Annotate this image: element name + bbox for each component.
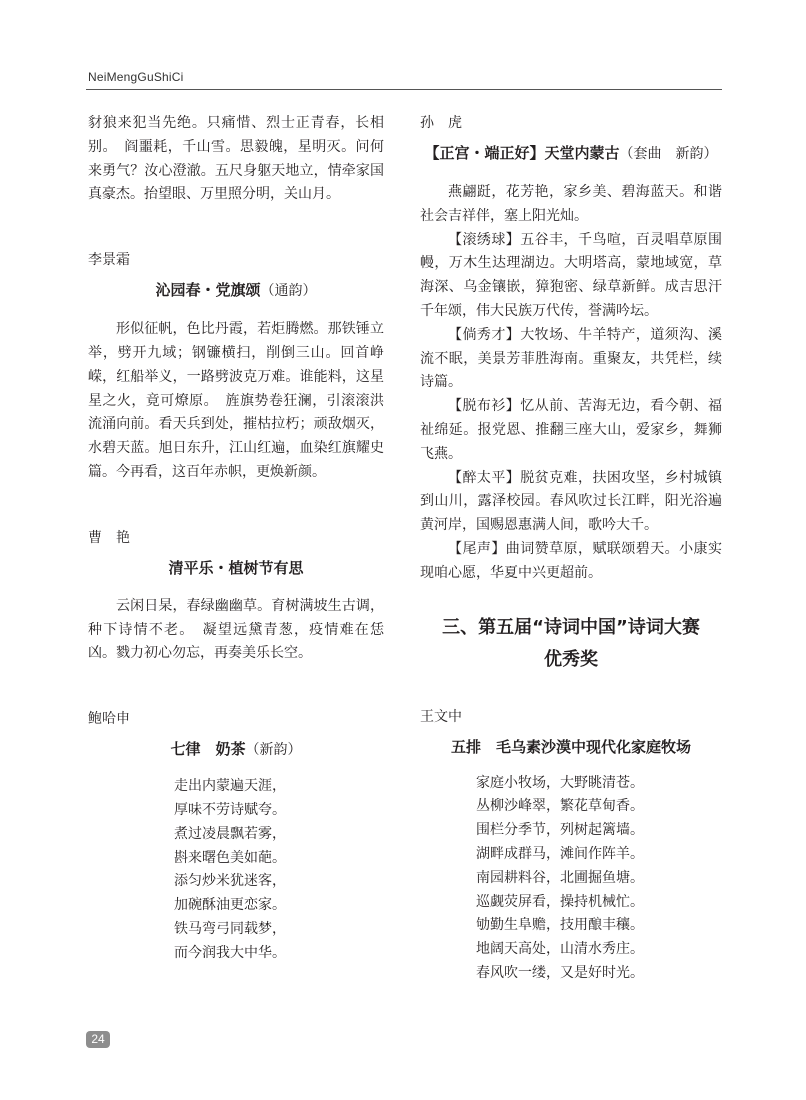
poem-stanza: 【脱布衫】忆从前、苦海无边，看今朝、福祉绵延。报党恩、推翻三座大山，爱家乡，舞狮飞燕。: [420, 398, 722, 462]
poem-stanza: 【倘秀才】大牧场、牛羊特产，道须沟、溪流不眠，美景芳菲胜海南。重聚友，共凭栏，续诗篇。: [420, 326, 722, 391]
verse-line: 丛柳沙峰翠，繁花草甸香。: [476, 798, 644, 815]
left-column: [88, 112, 384, 966]
verse-line: 厚味不劳诗赋夸。: [174, 801, 286, 818]
poem-author: 王文中: [420, 708, 462, 725]
poem-subtitle: （通韵）: [260, 283, 317, 300]
poem-author: 孙 虎: [420, 115, 462, 131]
page-number: 24: [86, 1031, 110, 1048]
verse-line: 地阔天高处，山清水秀庄。: [476, 941, 644, 958]
continued-poem-text: 豺狼来犯当先绝。只痛惜、烈士正青春，长相别。 阎噩耗，千山雪。思毅魄，星明灭。问何来勇气？汝心澄澈。五尺身躯天地立，情牵家国真豪杰。抬望眼、万里照分明，关山月。: [88, 115, 384, 203]
poem-title: [88, 738, 384, 761]
poem-author: 李景霜: [88, 252, 130, 269]
poem-stanza: 【尾声】曲词赞草原，赋联颂碧天。小康实现咱心愿，华夏中兴更超前。: [420, 540, 722, 581]
poem-body: 云闲日杲，春绿幽幽草。育树满坡生古调，种下诗情不老。 凝望远黛青葱，疫情难在恁凶。戮力初心勿忘，再奏美乐长空。: [88, 597, 384, 662]
verse-line: 巡觑荧屏看，操持机械忙。: [476, 893, 644, 910]
verse-line: 而今润我大中华。: [174, 944, 286, 961]
verse-line: 走出内蒙遍天涯，: [174, 778, 286, 795]
verse-line: 斟来曙色美如葩。: [174, 849, 286, 866]
right-column: [420, 112, 722, 986]
poem-title-text: 七律 奶茶: [170, 740, 246, 759]
verse-line: 加碗酥油更恋家。: [174, 897, 286, 914]
poem-verse: [174, 775, 384, 965]
verse-line: 劬勤生阜赡，技用酿丰穰。: [476, 917, 644, 934]
poem-title: [420, 142, 722, 165]
poem-title: 五排 毛乌素沙漠中现代化家庭牧场: [450, 737, 691, 756]
poem-stanza: 【滚绣球】五谷丰，千鸟喧，百灵唱草原围幔，万木生达理湖边。大明塔高，蒙地域宽，草海深、乌金镶嵌，獐狍密、绿草新鲜。成吉思汗千年颂，伟大民族万代传，誉满吟坛。: [420, 231, 722, 319]
poem-title-text: 【正宫・端正好】天堂内蒙古: [424, 144, 620, 162]
verse-line: 家庭小牧场，大野眺清苍。: [476, 774, 644, 791]
poem-subtitle: （套曲 新韵）: [619, 146, 718, 162]
poem-title-text: 沁园春・党旗颂: [155, 281, 261, 300]
verse-line: 围栏分季节，列树起篱墙。: [476, 822, 644, 839]
verse-line: 春风吹一缕，又是好时光。: [476, 964, 644, 981]
header-rule: [86, 89, 722, 90]
poem-title: [88, 279, 384, 302]
poem-author: 鲍哈申: [88, 711, 130, 728]
verse-line: 煮过凌晨飘若雾，: [174, 825, 286, 842]
poem-stanza: 【醉太平】脱贫克难，扶困攻坚，乡村城镇到山川，露泽校园。春风吹过长江畔，阳光浴遍黄河岸，国赐恩惠满人间，歌吟大千。: [420, 469, 722, 534]
section-heading: 三、第五届“诗词中国”诗词大赛: [442, 616, 700, 638]
verse-line: 添匀炒米犹迷客，: [174, 873, 286, 890]
running-header: NeiMengGuShiCi: [88, 70, 184, 84]
poem-subtitle: （新韵）: [245, 742, 302, 759]
poem-body: 形似征帆，色比丹霞，若炬腾燃。那铁锤立举，劈开九域；钢镰横扫，削倒三山。回首峥嵘，红船举义，一路劈波克万难。谁能料，这星星之火，竟可燎原。 旌旗势卷狂澜，引滚滚洪流涌向前。看天兵到处，摧枯拉朽；顽敌烟灭，水碧天蓝。旭日东升，江山红遍，血染红旗耀史篇。今再看，这百年赤帜，更焕新颜。: [88, 321, 384, 480]
poem-title: 清平乐・植树节有思: [168, 558, 304, 577]
poem-verse: [476, 772, 722, 986]
poem-author: 曹 艳: [88, 529, 130, 546]
verse-line: 湖畔成群马，滩间作阵羊。: [476, 845, 644, 862]
verse-line: 南园耕料谷，北圃掘鱼塘。: [476, 869, 644, 886]
poem-stanza: 燕翩跹，花芳艳，家乡美、碧海蓝天。和谐社会吉祥伴，塞上阳光灿。: [420, 184, 722, 224]
section-heading: 优秀奖: [544, 648, 598, 670]
verse-line: 铁马弯弓同载梦，: [174, 920, 286, 937]
